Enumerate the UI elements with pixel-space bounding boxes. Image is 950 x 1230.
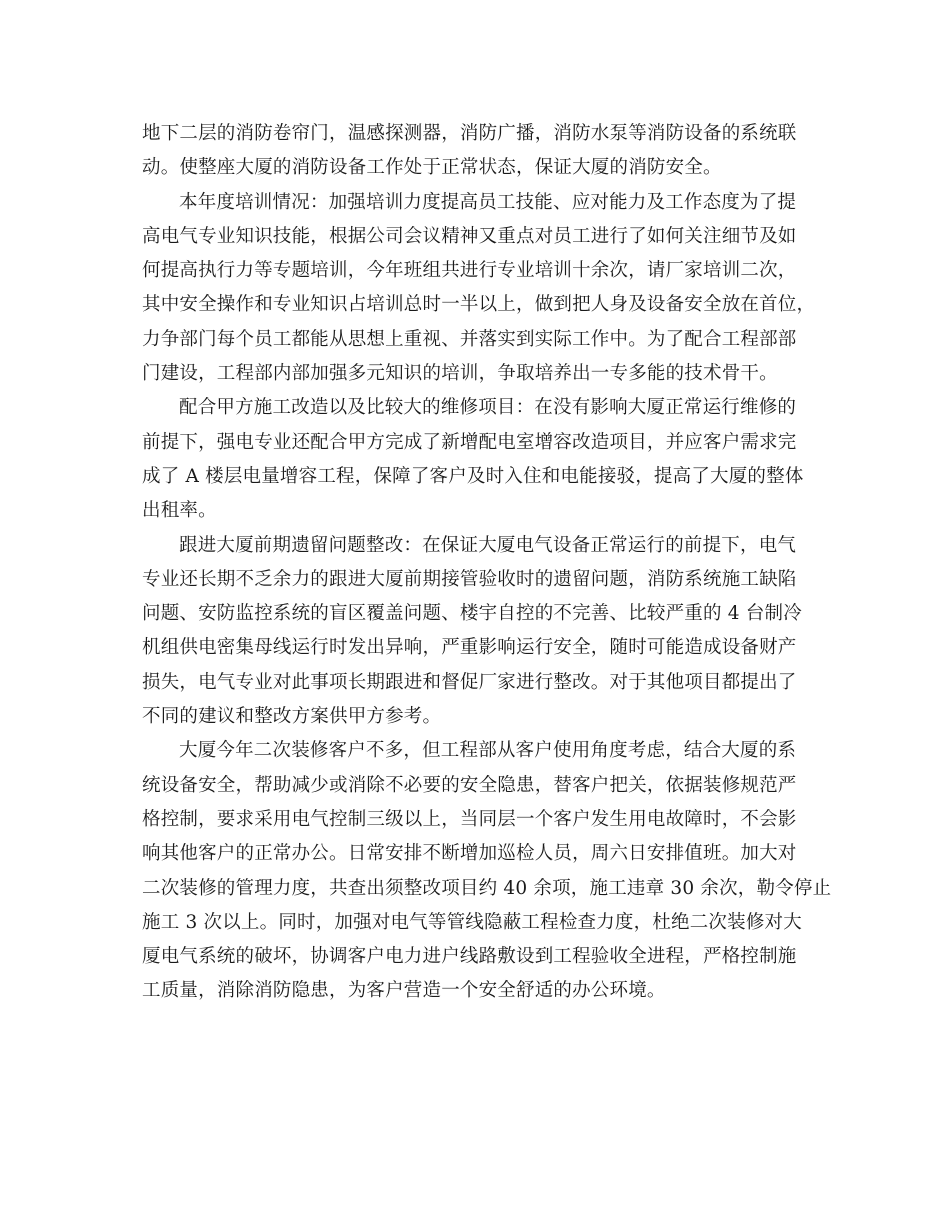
text-line: 机组供电密集母线运行时发出异响，严重影响运行安全，随时可能造成设备财产 <box>142 637 797 659</box>
text-line: 前提下，强电专业还配合甲方完成了新增配电室增容改造项目，并应客户需求完 <box>142 431 797 453</box>
text-line: 格控制，要求采用电气控制三级以上，当同层一个客户发生用电故障时，不会影 <box>142 808 797 830</box>
text-line: 本年度培训情况：加强培训力度提高员工技能、应对能力及工作态度为了提 <box>179 191 797 213</box>
text-line: 门建设，工程部内部加强多元知识的培训，争取培养出一专多能的技术骨干。 <box>142 363 778 385</box>
text-line: 地下二层的消防卷帘门，温感探测器，消防广播，消防水泵等消防设备的系统联 <box>142 123 797 144</box>
text-line: 动。使整座大厦的消防设备工作处于正常状态，保证大厦的消防安全。 <box>142 157 722 179</box>
text-line: 响其他客户的正常办公。日常安排不断增加巡检人员，周六日安排值班。加大对 <box>142 843 797 865</box>
text-line: 问题、安防监控系统的盲区覆盖问题、楼宇自控的不完善、比较严重的 4 台制冷 <box>142 603 802 625</box>
text-line: 高电气专业知识技能，根据公司会议精神又重点对员工进行了如何关注细节及如 <box>142 225 797 247</box>
text-line: 厦电气系统的破坏，协调客户电力进户线路敷设到工程验收全进程，严格控制施 <box>142 946 797 968</box>
text-line: 出租率。 <box>142 500 217 522</box>
text-line: 施工 3 次以上。同时，加强对电气等管线隐蔽工程检查力度，杜绝二次装修对大 <box>142 911 802 933</box>
text-line: 专业还长期不乏余力的跟进大厦前期接管验收时的遗留问题，消防系统施工缺陷 <box>142 568 797 590</box>
text-line: 跟进大厦前期遗留问题整改：在保证大厦电气设备正常运行的前提下，电气 <box>179 534 797 556</box>
text-line: 配合甲方施工改造以及比较大的维修项目：在没有影响大厦正常运行维修的 <box>179 397 797 419</box>
text-line: 统设备安全，帮助减少或消除不必要的安全隐患，替客户把关，依据装修规范严 <box>142 774 797 796</box>
text-line: 力争部门每个员工都能从思想上重视、并落实到实际工作中。为了配合工程部部 <box>142 328 797 350</box>
text-line: 其中安全操作和专业知识占培训总时一半以上，做到把人身及设备安全放在首位， <box>142 294 816 316</box>
document-body <box>142 117 832 1009</box>
text-line: 成了 A 楼层电量增容工程，保障了客户及时入住和电能接驳，提高了大厦的整体 <box>142 465 804 487</box>
text-line: 何提高执行力等专题培训，今年班组共进行专业培训十余次，请厂家培训二次， <box>142 260 797 282</box>
text-line: 不同的建议和整改方案供甲方参考。 <box>142 706 442 728</box>
text-line: 大厦今年二次装修客户不多，但工程部从客户使用角度考虑，结合大厦的系 <box>179 740 797 762</box>
text-line: 损失，电气专业对此事项长期跟进和督促厂家进行整改。对于其他项目都提出了 <box>142 671 797 693</box>
text-line: 二次装修的管理力度，共查出须整改项目约 40 余项，施工违章 30 余次，勒令停止 <box>142 877 832 899</box>
text-line: 工质量，消除消防隐患，为客户营造一个安全舒适的办公环境。 <box>142 980 666 1002</box>
